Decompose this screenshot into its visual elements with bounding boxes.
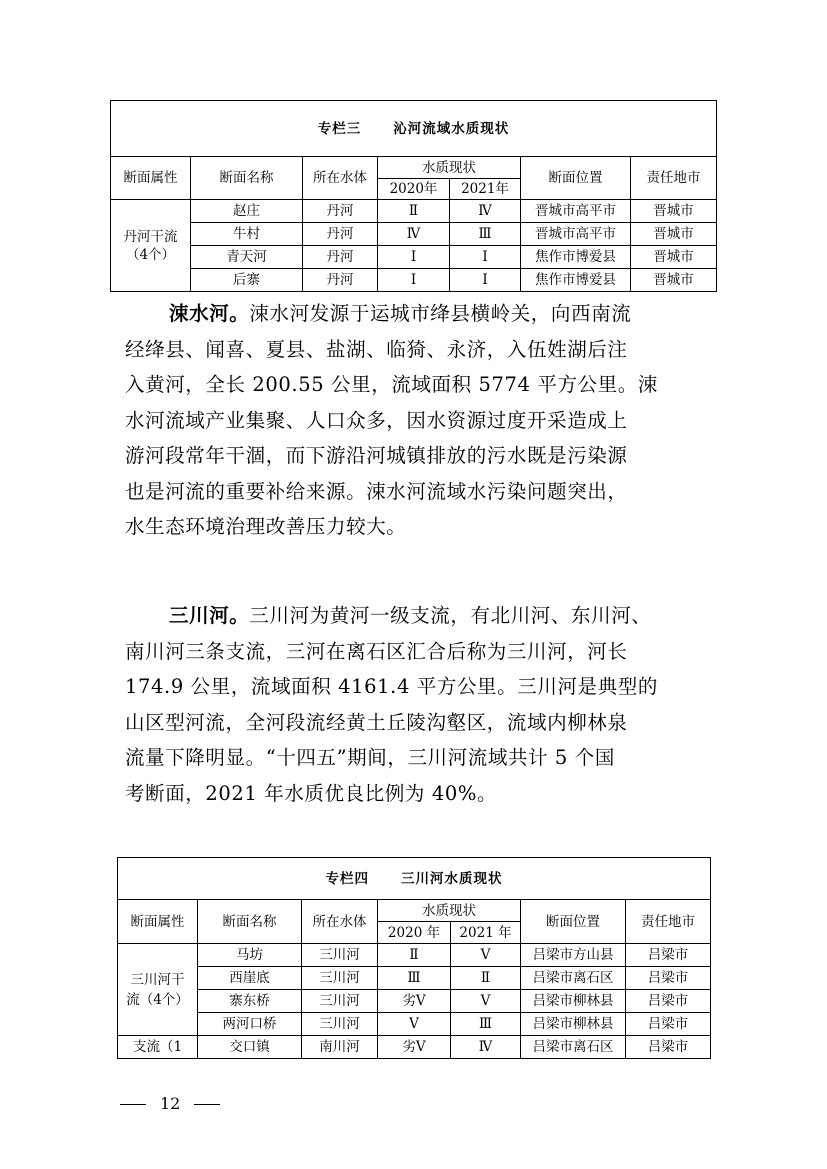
cell-name: 两河口桥	[198, 1013, 302, 1036]
paragraph-line: 也是河流的重要补给来源。涑水河流域水污染问题突出，	[125, 479, 628, 503]
cell-2021: Ⅰ	[450, 269, 521, 292]
table-qinhe-water-quality	[110, 100, 717, 292]
paragraph-line: 山区型河流，全河段流经黄土丘陵沟壑区，流域内柳林泉	[125, 710, 628, 734]
table-row	[111, 200, 717, 223]
cell-city: 吕梁市	[626, 990, 711, 1013]
header-2021: 2021 年	[451, 922, 521, 944]
cell-name: 西崖底	[198, 967, 302, 990]
cell-water: 丹河	[303, 200, 378, 223]
cell-name: 赵庄	[191, 200, 303, 223]
paragraph-line: 经绛县、闻喜、夏县、盐湖、临猗、永济，入伍姓湖后注	[125, 337, 628, 361]
cell-2021: Ⅱ	[451, 967, 521, 990]
header-city: 责任地市	[626, 900, 711, 944]
cell-name: 青天河	[191, 246, 303, 269]
header-attr: 断面属性	[111, 157, 191, 200]
table-row	[118, 944, 711, 967]
cell-2020: 劣Ⅴ	[378, 1036, 451, 1059]
cell-location: 吕梁市离石区	[521, 967, 626, 990]
cell-2020: 劣Ⅴ	[378, 990, 451, 1013]
table-row	[118, 990, 711, 1013]
paragraph-line: 三川河。三川河为黄河一级支流，有北川河、东川河、	[169, 604, 652, 627]
header-water: 所在水体	[303, 157, 378, 200]
paragraph-line: 涑水河。涑水河发源于运城市绛县横岭关，向西南流	[169, 302, 632, 325]
table2-title: 专栏四 三川河水质现状	[118, 858, 711, 900]
paragraph-line: 水河流域产业集聚、人口众多，因水资源过度开采造成上	[125, 408, 628, 432]
cell-2021: Ⅴ	[451, 944, 521, 967]
cell-2020: Ⅱ	[378, 944, 451, 967]
header-name: 断面名称	[198, 900, 302, 944]
header-city: 责任地市	[631, 157, 717, 200]
cell-city: 晋城市	[631, 269, 717, 292]
cell-2020: Ⅰ	[378, 246, 450, 269]
cell-2021: Ⅲ	[451, 1013, 521, 1036]
cell-location: 吕梁市柳林县	[521, 990, 626, 1013]
cell-location: 焦作市博爱县	[521, 246, 631, 269]
cell-2021: Ⅳ	[451, 1036, 521, 1059]
table-row	[111, 269, 717, 292]
paragraph-sanchuan-river	[125, 598, 695, 811]
cell-city: 吕梁市	[626, 967, 711, 990]
cell-water: 三川河	[302, 944, 378, 967]
header-2020: 2020 年	[378, 922, 451, 944]
paragraph-line: 游河段常年干涸，而下游沿河城镇排放的污水既是污染源	[125, 444, 628, 467]
paragraph-line: 流量下降明显。“十四五”期间，三川河流域共计 5 个国	[125, 746, 615, 769]
header-water: 所在水体	[302, 900, 378, 944]
cell-city: 晋城市	[631, 200, 717, 223]
cell-name: 寨东桥	[198, 990, 302, 1013]
table-row	[118, 967, 711, 990]
cell-city: 吕梁市	[626, 944, 711, 967]
header-quality: 水质现状	[378, 900, 521, 922]
paragraph-lead: 涑水河。	[169, 302, 250, 325]
cell-city: 晋城市	[631, 223, 717, 246]
table-row	[111, 223, 717, 246]
cell-location: 晋城市高平市	[521, 223, 631, 246]
table-row	[118, 1036, 711, 1059]
cell-location: 焦作市博爱县	[521, 269, 631, 292]
cell-city: 吕梁市	[626, 1013, 711, 1036]
cell-name: 牛村	[191, 223, 303, 246]
group-cell: 丹河干流（4个）	[111, 200, 191, 292]
table1-title: 专栏三 沁河流域水质现状	[111, 101, 717, 157]
cell-water: 丹河	[303, 269, 378, 292]
cell-2020: Ⅳ	[378, 223, 450, 246]
header-attr: 断面属性	[118, 900, 198, 944]
cell-location: 吕梁市离石区	[521, 1036, 626, 1059]
cell-2021: Ⅳ	[450, 200, 521, 223]
cell-name: 马坊	[198, 944, 302, 967]
cell-2020: Ⅱ	[378, 200, 450, 223]
cell-2021: Ⅲ	[450, 223, 521, 246]
dash-left	[120, 1104, 146, 1105]
paragraph-line: 入黄河，全长 200.55 公里，流域面积 5774 平方公里。涑	[125, 373, 658, 396]
group-cell: 支流（1	[118, 1036, 198, 1059]
header-2021: 2021年	[450, 179, 521, 200]
header-quality: 水质现状	[378, 157, 521, 179]
cell-water: 三川河	[302, 1013, 378, 1036]
header-location: 断面位置	[521, 900, 626, 944]
table-row	[118, 1013, 711, 1036]
cell-2020: Ⅲ	[378, 967, 451, 990]
cell-water: 丹河	[303, 246, 378, 269]
group-cell: 三川河干 流（4个）	[118, 944, 198, 1036]
cell-2021: Ⅴ	[451, 990, 521, 1013]
cell-water: 丹河	[303, 223, 378, 246]
cell-location: 吕梁市方山县	[521, 944, 626, 967]
paragraph-line: 南川河三条支流，三河在离石区汇合后称为三川河，河长	[125, 639, 628, 663]
cell-location: 晋城市高平市	[521, 200, 631, 223]
cell-name: 后寨	[191, 269, 303, 292]
cell-name: 交口镇	[198, 1036, 302, 1059]
cell-location: 吕梁市柳林县	[521, 1013, 626, 1036]
table-sanchuan-water-quality	[117, 857, 711, 1059]
paragraph-line: 水生态环境治理改善压力较大。	[125, 515, 407, 538]
paragraph-line: 考断面，2021 年水质优良比例为 40%。	[125, 781, 498, 805]
cell-2021: Ⅰ	[450, 246, 521, 269]
cell-2020: Ⅰ	[378, 269, 450, 292]
header-name: 断面名称	[191, 157, 303, 200]
cell-city: 晋城市	[631, 246, 717, 269]
cell-2020: Ⅴ	[378, 1013, 451, 1036]
cell-water: 三川河	[302, 967, 378, 990]
paragraph-lead: 三川河。	[169, 604, 250, 627]
table-row	[111, 246, 717, 269]
cell-water: 三川河	[302, 990, 378, 1013]
header-location: 断面位置	[521, 157, 631, 200]
paragraph-line: 174.9 公里，流域面积 4161.4 平方公里。三川河是典型的	[125, 675, 658, 698]
dash-right	[194, 1104, 220, 1105]
cell-city: 吕梁市	[626, 1036, 711, 1059]
paragraph-sushui-river	[125, 296, 695, 545]
cell-water: 南川河	[302, 1036, 378, 1059]
header-2020: 2020年	[378, 179, 450, 200]
page-number-value: 12	[160, 1094, 181, 1113]
page-number	[120, 1094, 220, 1113]
